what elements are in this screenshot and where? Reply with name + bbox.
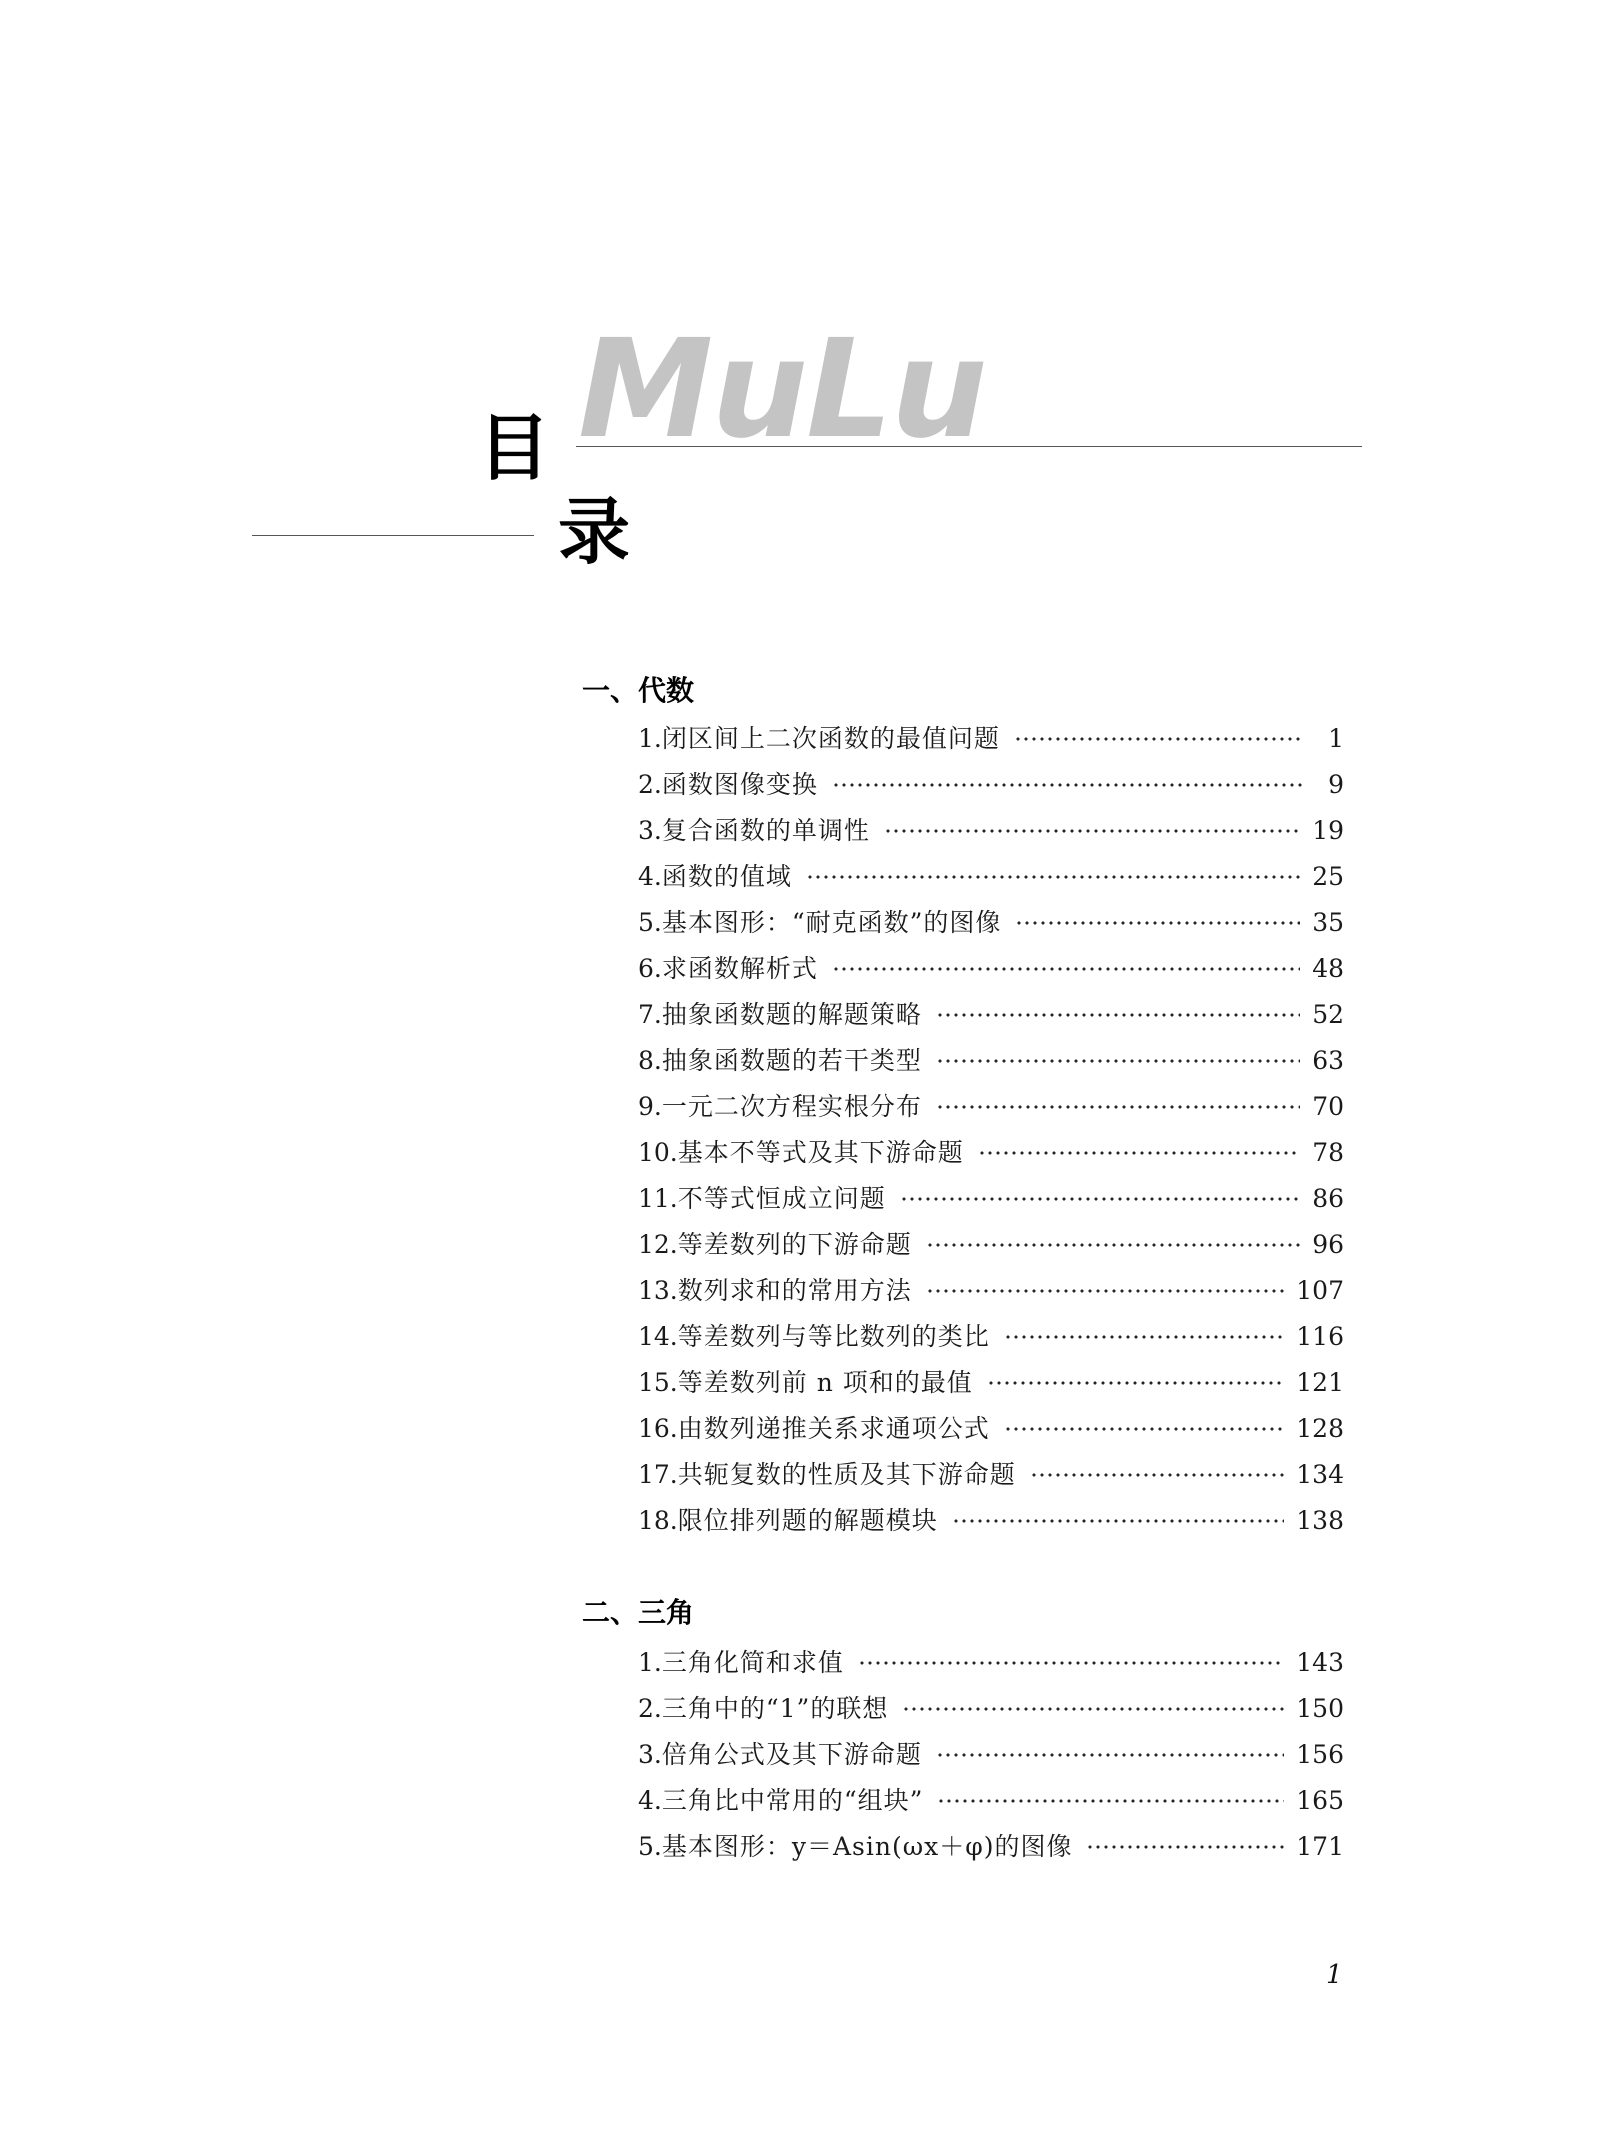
toc-item-title: 等差数列前 n 项和的最值 (677, 1368, 973, 1397)
toc-item-title: 函数图像变换 (661, 770, 818, 799)
toc-item-title: 等差数列的下游命题 (677, 1230, 912, 1259)
toc-item-number: 12. (638, 1230, 678, 1259)
toc-item[interactable] (638, 1130, 1344, 1176)
toc-item[interactable] (638, 1222, 1344, 1268)
toc-item[interactable] (638, 1778, 1344, 1824)
toc-item-number: 16. (638, 1414, 678, 1443)
toc-leader-dots (806, 873, 1300, 881)
toc-item-number: 9. (638, 1092, 662, 1121)
toc-item[interactable] (638, 1406, 1344, 1452)
toc-item-title: 等差数列与等比数列的类比 (677, 1322, 990, 1351)
toc-leader-dots (936, 1057, 1300, 1065)
toc-item-title: 限位排列题的解题模块 (677, 1506, 938, 1535)
toc-item-title: 由数列递推关系求通项公式 (677, 1414, 990, 1443)
toc-item-number: 8. (638, 1046, 662, 1075)
toc-item-page: 138 (1296, 1506, 1344, 1535)
toc-item-page: 25 (1312, 862, 1344, 891)
toc-item[interactable] (638, 1824, 1344, 1870)
toc-item[interactable] (638, 762, 1344, 808)
toc-item-title: 倍角公式及其下游命题 (661, 1740, 922, 1769)
toc-item-page: 143 (1296, 1648, 1344, 1677)
toc-item-title: 三角比中常用的“组块” (661, 1786, 924, 1815)
toc-item-title: 闭区间上二次函数的最值问题 (661, 724, 1000, 753)
toc-item-page: 121 (1296, 1368, 1344, 1397)
header-rule-bottom (252, 535, 534, 536)
toc-leader-dots (926, 1241, 1300, 1249)
section-heading-trigonometry: 二、三角 (582, 1596, 695, 1629)
toc-item-title: 抽象函数题的若干类型 (661, 1046, 922, 1075)
toc-item-number: 4. (638, 862, 662, 891)
toc-leader-dots (832, 781, 1302, 789)
toc-item-page: 35 (1312, 908, 1344, 937)
toc-item[interactable] (638, 946, 1344, 992)
toc-item-number: 1. (638, 1648, 662, 1677)
toc-leader-dots (1086, 1843, 1284, 1851)
toc-item-title: 共轭复数的性质及其下游命题 (677, 1460, 1016, 1489)
toc-item-title: 数列求和的常用方法 (677, 1276, 912, 1305)
toc-item-title: 复合函数的单调性 (661, 816, 870, 845)
toc-item-page: 128 (1296, 1414, 1344, 1443)
toc-leader-dots (858, 1659, 1284, 1667)
toc-item-number: 2. (638, 770, 662, 799)
toc-item-title: 三角中的“1”的联想 (661, 1694, 889, 1723)
toc-item-title: 求函数解析式 (661, 954, 818, 983)
toc-item[interactable] (638, 1268, 1344, 1314)
toc-item-page: 134 (1296, 1460, 1344, 1489)
toc-item-page: 19 (1312, 816, 1344, 845)
toc-item-number: 17. (638, 1460, 678, 1489)
toc-item-number: 18. (638, 1506, 678, 1535)
toc-item[interactable] (638, 854, 1344, 900)
toc-leader-dots (926, 1287, 1285, 1295)
toc-item-number: 1. (638, 724, 662, 753)
toc-item-number: 11. (638, 1184, 678, 1213)
toc-item-page: 70 (1312, 1092, 1344, 1121)
toc-item-page: 96 (1312, 1230, 1344, 1259)
toc-leader-dots (884, 827, 1300, 835)
toc-leader-dots (1030, 1471, 1285, 1479)
toc-item-number: 13. (638, 1276, 678, 1305)
toc-item-number: 4. (638, 1786, 662, 1815)
toc-item[interactable] (638, 1176, 1344, 1222)
toc-item[interactable] (638, 1084, 1344, 1130)
toc-item-page: 116 (1296, 1322, 1344, 1351)
toc-item-title: 一元二次方程实根分布 (661, 1092, 922, 1121)
toc-leader-dots (1014, 735, 1302, 743)
toc-item-page: 171 (1296, 1832, 1344, 1861)
toc-leader-dots (936, 1103, 1300, 1111)
toc-item-page: 52 (1312, 1000, 1344, 1029)
toc-item-number: 2. (638, 1694, 662, 1723)
toc-item-page: 86 (1312, 1184, 1344, 1213)
toc-item[interactable] (638, 1038, 1344, 1084)
toc-item-page: 63 (1312, 1046, 1344, 1075)
section-heading-algebra: 一、代数 (582, 674, 695, 707)
toc-leader-dots (1015, 919, 1300, 927)
toc-item[interactable] (638, 992, 1344, 1038)
toc-item[interactable] (638, 1732, 1344, 1778)
toc-item[interactable] (638, 1314, 1344, 1360)
toc-item-page: 150 (1296, 1694, 1344, 1723)
toc-item-title: 基本不等式及其下游命题 (677, 1138, 964, 1167)
toc-item-number: 15. (638, 1368, 678, 1397)
toc-leader-dots (937, 1797, 1284, 1805)
toc-leader-dots (1004, 1333, 1285, 1341)
toc-item-page: 107 (1296, 1276, 1344, 1305)
toc-leader-dots (900, 1195, 1300, 1203)
toc-item-page: 156 (1296, 1740, 1344, 1769)
title-char-mu: 目 (478, 406, 551, 490)
header-rule-top (576, 446, 1362, 447)
toc-item-number: 3. (638, 816, 662, 845)
toc-item[interactable] (638, 808, 1344, 854)
toc-item-page: 48 (1312, 954, 1344, 983)
toc-item[interactable] (638, 716, 1344, 762)
toc-leader-dots (952, 1517, 1285, 1525)
toc-item-title: 函数的值域 (661, 862, 792, 891)
toc-item-page: 78 (1312, 1138, 1344, 1167)
toc-item[interactable] (638, 1360, 1344, 1406)
toc-item[interactable] (638, 1640, 1344, 1686)
toc-leader-dots (978, 1149, 1300, 1157)
title-char-lu: 录 (558, 490, 631, 574)
toc-item-number: 5. (638, 1832, 662, 1861)
mulu-watermark: MuLu (578, 311, 986, 469)
toc-item-title: 基本图形：y＝Asin(ωx＋φ)的图像 (661, 1832, 1073, 1861)
toc-item[interactable] (638, 1686, 1344, 1732)
page-number: 1 (1326, 1960, 1343, 1990)
toc-item-title: 抽象函数题的解题策略 (661, 1000, 922, 1029)
toc-item-number: 5. (638, 908, 662, 937)
toc-leader-dots (987, 1379, 1285, 1387)
toc-item-number: 7. (638, 1000, 662, 1029)
toc-list-algebra (638, 716, 1344, 1544)
toc-leader-dots (1004, 1425, 1285, 1433)
toc-item[interactable] (638, 1498, 1344, 1544)
toc-leader-dots (902, 1705, 1284, 1713)
toc-item-number: 14. (638, 1322, 678, 1351)
toc-leader-dots (832, 965, 1300, 973)
toc-item-page: 1 (1328, 724, 1344, 753)
toc-item[interactable] (638, 900, 1344, 946)
toc-item-page: 9 (1328, 770, 1344, 799)
toc-list-trigonometry (638, 1640, 1344, 1870)
toc-item-number: 10. (638, 1138, 678, 1167)
toc-leader-dots (936, 1751, 1284, 1759)
toc-item-title: 三角化简和求值 (661, 1648, 844, 1677)
toc-leader-dots (936, 1011, 1300, 1019)
toc-item[interactable] (638, 1452, 1344, 1498)
toc-item-title: 基本图形：“耐克函数”的图像 (661, 908, 1002, 937)
toc-item-title: 不等式恒成立问题 (677, 1184, 886, 1213)
toc-item-number: 3. (638, 1740, 662, 1769)
toc-item-page: 165 (1296, 1786, 1344, 1815)
toc-item-number: 6. (638, 954, 662, 983)
